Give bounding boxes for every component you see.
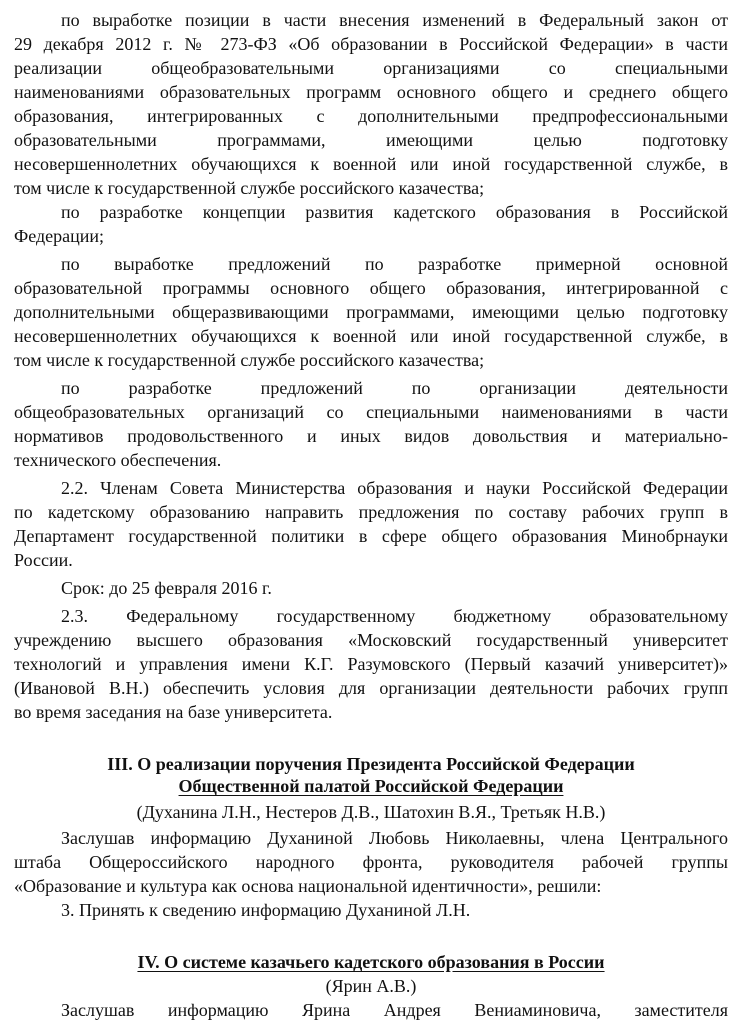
text-line: несовершеннолетних обучающихся к военной или иной государственной службе, в — [14, 154, 728, 174]
text-line: том числе к государственной службе российского казачества; — [14, 178, 485, 198]
section-4-speakers: (Ярин А.В.) — [325, 976, 417, 996]
text-line: во время заседания на базе университета. — [14, 702, 333, 722]
text-line: «Образование и культура как основа национальной идентичности», решили: — [14, 876, 602, 896]
text-line: технологий и управления имени К.Г. Разумовского (Первый казачий университет)» — [14, 654, 728, 674]
text-line: России. — [14, 550, 73, 570]
text-line: общеобразовательных организаций со специальными наименованиями в части — [14, 402, 728, 422]
text-line: Заслушав информацию Духаниной Любовь Николаевны, члена Центрального — [61, 828, 728, 848]
section-3-title-underlined: Общественной палатой Российской Федерации — [178, 776, 564, 796]
text-line: реализации общеобразовательными организациями со специальными — [14, 58, 728, 78]
text-line: Заслушав информацию Ярина Андрея Вениаминовича, заместителя — [61, 1000, 728, 1020]
text-line: наименованиями образовательных программ основного общего и среднего общего — [14, 82, 728, 102]
text-line: по выработке предложений по разработке примерной основной — [61, 254, 728, 274]
text-line: образования, интегрированных с дополнительными предпрофессиональными — [14, 106, 728, 126]
text-line: 2.3. Федеральному государственному бюджетному образовательному — [61, 606, 728, 626]
decision-line: 3. Принять к сведению информацию Духаниной Л.Н. — [61, 900, 471, 920]
section-4-title — [14, 950, 728, 974]
text-line: нормативов продовольственного и иных видов довольствия и материально- — [14, 426, 728, 446]
section-4-title-underlined: IV. О системе казачьего кадетского образования в России — [137, 952, 605, 972]
text-line: образовательными программами, имеющими целью подготовку — [14, 130, 728, 150]
text-line: Департамент государственной политики в сфере общего образования Минобрнауки — [14, 526, 728, 546]
text-line: образовательной программы основного общего образования, интегрированной с — [14, 278, 728, 298]
text-line: (Ивановой В.Н.) обеспечить условия для организации деятельности рабочих групп — [14, 678, 728, 698]
text-line: 2.2. Членам Совета Министерства образования и науки Российской Федерации — [61, 478, 728, 498]
text-line: 29 декабря 2012 г. № 273-ФЗ «Об образовании в Российской Федерации» в части — [14, 34, 728, 54]
text-line: дополнительными общеразвивающими программами, имеющими целью подготовку — [14, 302, 728, 322]
text-line: несовершеннолетних обучающихся к военной или иной государственной службе, в — [14, 326, 728, 346]
section-3-title-line-2 — [14, 774, 728, 798]
section-3-speakers: (Духанина Л.Н., Нестеров Д.В., Шатохин В.Я., Третьяк Н.В.) — [136, 802, 606, 822]
text-line: учреждению высшего образования «Московский государственный университет — [14, 630, 728, 650]
section-3-title-line-1: III. О реализации поручения Президента Российской Федерации — [107, 754, 635, 774]
text-line: по разработке предложений по организации деятельности — [61, 378, 728, 398]
text-line: по кадетскому образованию направить предложения по составу рабочих групп в — [14, 502, 728, 522]
deadline-line: Срок: до 25 февраля 2016 г. — [61, 578, 272, 598]
text-line: штаба Общероссийского народного фронта, руководителя рабочей группы — [14, 852, 728, 872]
text-line: технического обеспечения. — [14, 450, 222, 470]
text-line: по разработке концепции развития кадетского образования в Российской — [61, 202, 728, 222]
text-line: Федерации; — [14, 226, 105, 246]
text-line: том числе к государственной службе российского казачества; — [14, 350, 485, 370]
text-line: по выработке позиции в части внесения изменений в Федеральный закон от — [61, 10, 728, 30]
